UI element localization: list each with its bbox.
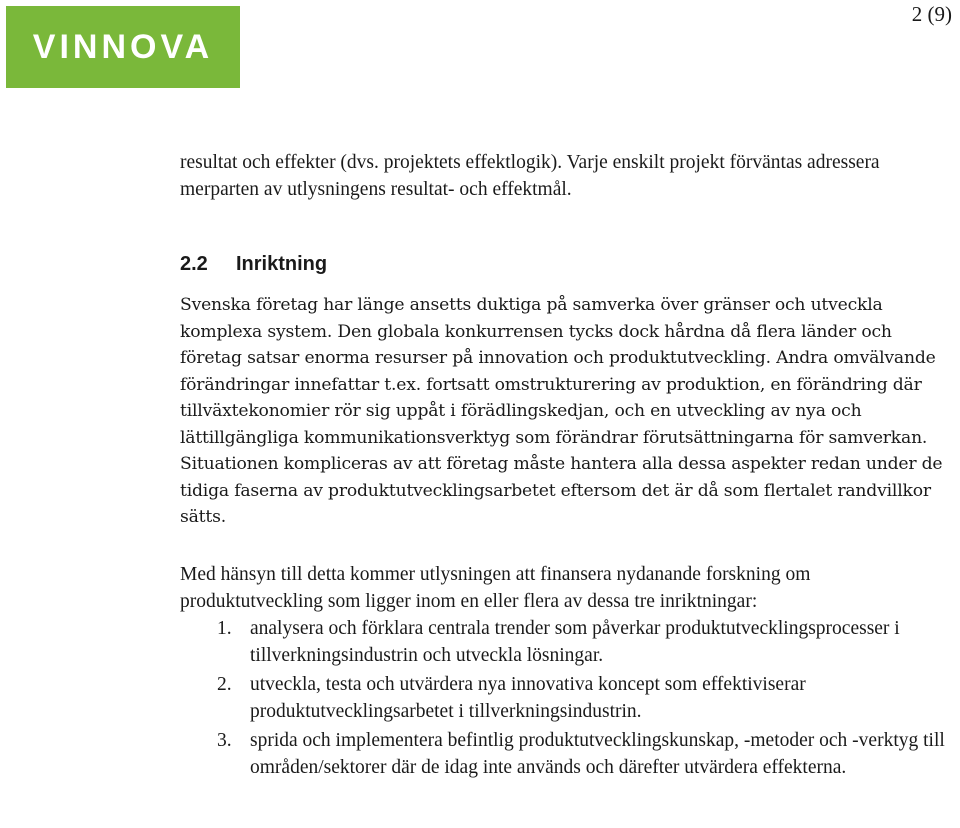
list-item-text: analysera och förklara centrala trender som påverkar produktutvecklingsprocesser i tillverkningsindustrin och utveckla lösningar. <box>250 618 900 666</box>
list-item-number: 1. <box>217 618 232 639</box>
list-item-number: 2. <box>217 674 232 695</box>
paragraph-intro: resultat och effekter (dvs. projektets effektlogik). Varje enskilt projekt förväntas adressera merparten av utlysningens resultat- och effektmål. <box>180 152 880 200</box>
list-item <box>180 728 950 781</box>
logo-text: VINNOVA <box>32 27 214 66</box>
list-item-text: utveckla, testa och utvärdera nya innovativa koncept som effektiviserar produktutvecklingsarbetet i tillverkningsindustrin. <box>250 674 806 722</box>
vinnova-logo <box>6 6 240 88</box>
section-heading <box>180 253 327 276</box>
list-item-number: 3. <box>217 730 232 751</box>
paragraph-financing: Med hänsyn till detta kommer utlysningen att finansera nydanande forskning om produktutveckling som ligger inom en eller flera av dessa tre inriktningar: <box>180 564 811 612</box>
page-number: 2 (9) <box>911 2 952 26</box>
section-number: 2.2 <box>180 253 208 275</box>
section-title: Inriktning <box>236 253 328 275</box>
list-item <box>180 616 950 669</box>
list-item <box>180 672 950 725</box>
paragraph-inriktning: Svenska företag har länge ansetts duktiga på samverka över gränser och utveckla komplexa system. Den globala konkurrensen tycks dock hårdna då flera länder och företag satsar enorma resurser på innovation och produktutveckling. Andra omvälvande förändringar innefattar t.ex. fortsatt omstrukturering av produktion, en förändring där tillväxtekonomier rör sig uppåt i förädlingskedjan, och en utveckling av nya och lättillgängliga kommunikationsverktyg som förändrar förutsättningarna för samverkan. Situationen kompliceras av att företag måste hantera alla dessa aspekter redan under de tidiga faserna av produktutvecklingsarbetet eftersom det är då som flertalet randvillkor sätts. <box>180 295 943 527</box>
directions-list <box>180 616 950 784</box>
list-item-text: sprida och implementera befintlig produktutvecklingskunskap, -metoder och -verktyg till områden/sektorer där de idag inte används och därefter utvärdera effekterna. <box>250 730 945 778</box>
